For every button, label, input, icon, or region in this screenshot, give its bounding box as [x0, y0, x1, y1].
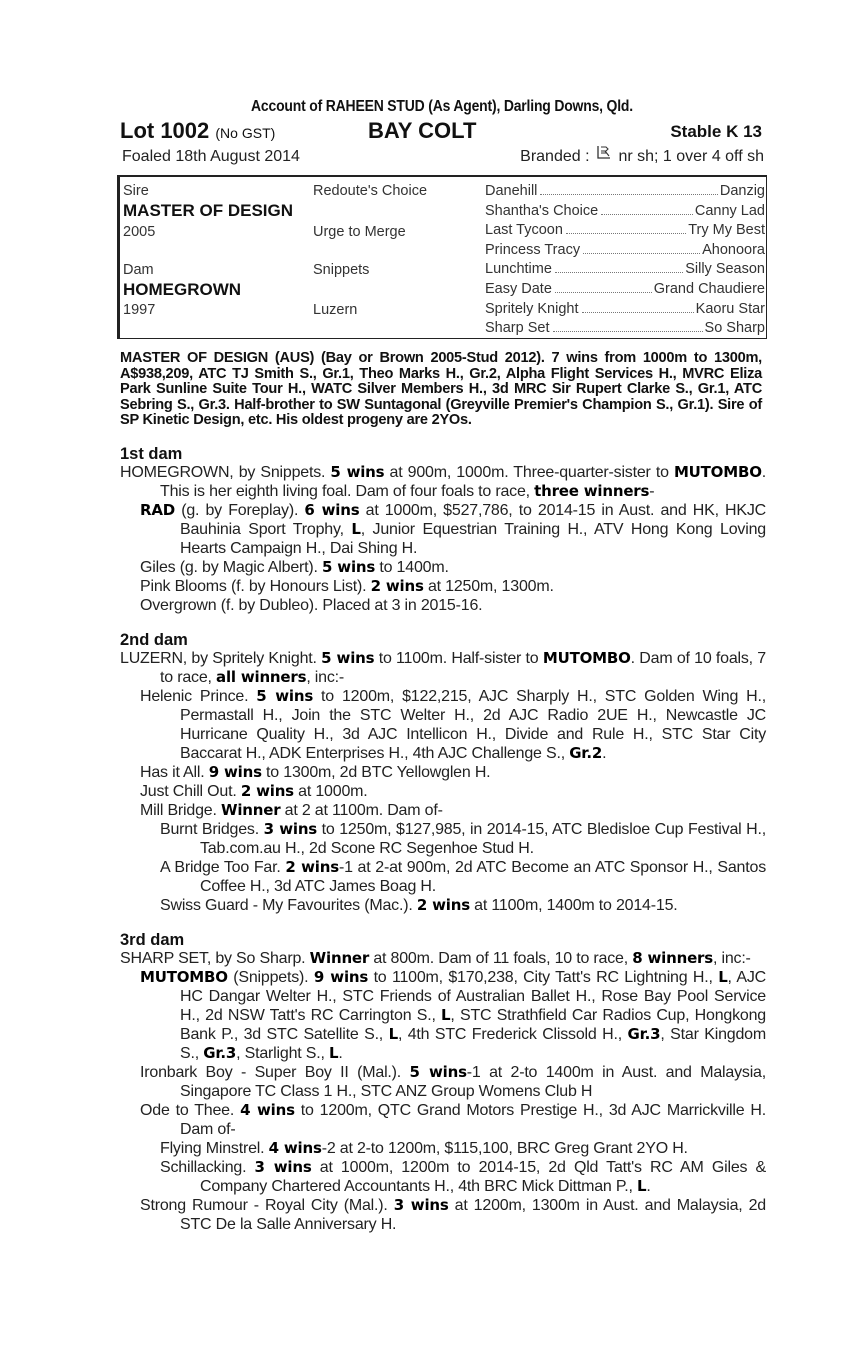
bold-text: 2 wins — [416, 895, 470, 914]
sire-dam: Urge to Merge — [313, 224, 406, 240]
leader-dots — [555, 261, 683, 273]
produce-entry — [118, 649, 766, 687]
bold-text: 5 wins — [322, 557, 376, 576]
bold-text: Winner — [309, 948, 370, 967]
lot-number — [120, 118, 275, 144]
text: , 4th STC Frederick Clissold H., — [397, 1025, 628, 1043]
text: Mill Bridge. — [140, 801, 221, 819]
bold-text: 3 wins — [263, 819, 318, 838]
bold-text: 9 wins — [208, 762, 262, 781]
dam-name: HOMEGROWN — [123, 280, 242, 299]
ancestor-name: Danehill — [485, 183, 538, 199]
text: Strong Rumour - Royal City (Mal.). — [140, 1196, 394, 1214]
ancestor-name: Easy Date — [485, 281, 552, 297]
text: at 1100m, 1400m to 2014-15. — [469, 896, 678, 914]
text: Schillacking. — [160, 1158, 255, 1176]
female-line — [118, 445, 766, 1234]
ancestor-name: Lunchtime — [485, 261, 552, 278]
bold-text: 4 wins — [268, 1138, 322, 1157]
produce-entry — [140, 763, 766, 782]
leader-dots — [601, 203, 693, 215]
produce-entry — [140, 558, 766, 577]
bold-text: 4 wins — [240, 1100, 295, 1119]
text: to 1100m, $170,238, City Tatt's RC Lightning H., — [368, 968, 719, 986]
bold-text: L — [718, 967, 728, 986]
section-title: 3rd dam — [120, 930, 185, 949]
text: , Junior Equestrian Training H., ATV Hong Kong Loving Hearts Campaign H., Dai Shing H. — [180, 520, 766, 557]
section-title: 2nd dam — [120, 630, 188, 649]
produce-entry — [140, 782, 766, 801]
ancestor-sire: Ahonoora — [702, 241, 765, 258]
grandparent-row — [485, 320, 765, 336]
text: Has it All. — [140, 763, 209, 781]
foaled-date: Foaled 18th August 2014 — [122, 148, 300, 165]
text: to 1100m. Half-sister to — [374, 649, 543, 667]
produce-entry — [140, 687, 766, 763]
bold-text: 6 wins — [304, 500, 360, 519]
section-title: 1st dam — [120, 444, 183, 463]
produce-entry — [140, 596, 766, 615]
ancestor-name: Last Tycoon — [485, 222, 563, 239]
text: . — [646, 1177, 651, 1195]
produce-entry — [140, 1101, 766, 1139]
horse-description: BAY COLT — [368, 118, 477, 143]
text: - — [649, 482, 655, 500]
text: -2 at 2-to 1200m, $115,100, BRC Greg Grant 2YO H. — [321, 1139, 688, 1157]
foaling-line — [118, 146, 766, 170]
produce-entry — [160, 896, 766, 915]
ancestor-sire: Try My Best — [688, 222, 765, 239]
text: at 1200m, 1300m in Aust. and Malaysia, 2d STC De la Salle Anniversary H. — [180, 1196, 766, 1233]
text: , STC Strathfield Car Radios Cup, Hongkong Bank P., 3d STC Satellite S., — [180, 1006, 766, 1043]
text: Giles (g. by Magic Albert). — [140, 558, 323, 576]
produce-entry — [160, 858, 766, 896]
brand-mark-icon — [596, 144, 612, 165]
branded-label: Branded : — [520, 148, 590, 165]
dam-year: 1997 — [123, 302, 156, 318]
grandparent-row — [485, 222, 765, 238]
produce-entry — [118, 949, 766, 968]
text: Ironbark Boy - Super Boy II (Mal.). — [140, 1063, 410, 1081]
text: , inc:- — [712, 949, 751, 967]
dam-section — [118, 931, 766, 1234]
dam-dam: Luzern — [313, 302, 358, 318]
text: Burnt Bridges. — [160, 820, 264, 838]
ancestor-name: Shantha's Choice — [485, 202, 599, 219]
bold-text: Winner — [220, 800, 281, 819]
sire-name: MASTER OF DESIGN — [123, 201, 294, 220]
bold-text: Gr.3 — [203, 1043, 237, 1062]
text: A Bridge Too Far. — [160, 858, 286, 876]
text: Ode to Thee. — [140, 1101, 241, 1119]
text: . This is her eighth living foal. Dam of four foals to race, — [160, 463, 766, 500]
produce-entry — [140, 801, 766, 820]
lot-line — [118, 118, 766, 146]
text: at 2 at 1100m. Dam of- — [280, 801, 443, 819]
text: . — [602, 744, 607, 762]
produce-entry — [140, 1063, 766, 1101]
text: , AJC HC Dangar Welter H., STC Friends of Australian Ballet H., Rose Bay Pool Service H., 2d NSW Tatt's RC Carrington S., — [180, 968, 766, 1024]
bold-text: L — [441, 1005, 451, 1024]
bold-text: MUTOMBO — [542, 648, 631, 667]
bold-text: three winners — [534, 481, 650, 500]
dam-label: Dam — [123, 262, 154, 278]
text: -1 at 2-at 900m, 2d ATC Become an ATC Sponsor H., Santos Coffee H., 3d ATC James Boag H. — [200, 858, 766, 895]
text: Pink Blooms (f. by Honours List). — [140, 577, 371, 595]
bold-text: 2 wins — [370, 576, 424, 595]
bold-text: RAD — [140, 500, 176, 519]
produce-entry — [140, 577, 766, 596]
ancestor-name: Princess Tracy — [485, 241, 581, 258]
bold-text: 5 wins — [330, 462, 385, 481]
bold-text: 9 wins — [313, 967, 369, 986]
text: . — [338, 1044, 343, 1062]
bold-text: 2 wins — [240, 781, 294, 800]
text: , inc:- — [306, 668, 345, 686]
bold-text: 5 wins — [256, 686, 314, 705]
bold-text: Gr.2 — [569, 743, 603, 762]
text: at 800m. Dam of 11 foals, 10 to race, — [369, 949, 633, 967]
text: , Star Kingdom S., — [180, 1025, 766, 1062]
text: to 1250m, $127,985, in 2014-15, ATC Bledisloe Cup Festival H., Tab.com.au H., 2d Scone RC Segenhoe Stud H. — [200, 820, 766, 857]
text: at 900m, 1000m. Three-quarter-sister to — [384, 463, 674, 481]
bold-text: 3 wins — [254, 1157, 312, 1176]
ancestor-sire: Silly Season — [685, 261, 765, 278]
bold-text: L — [388, 1024, 398, 1043]
dam-section — [118, 445, 766, 615]
ancestor-name: Sharp Set — [485, 320, 550, 337]
text: at 1000m, $527,786, to 2014-15 in Aust. and HK, HKJC Bauhinia Sport Trophy, — [180, 501, 766, 538]
text: HOMEGROWN, by Snippets. — [120, 463, 331, 481]
brand-info — [520, 148, 764, 166]
grandparent-row — [485, 242, 765, 258]
ancestor-name: Spritely Knight — [485, 300, 579, 317]
text: at 1000m, 1200m to 2014-15, 2d Qld Tatt's RC AM Giles & Company Chartered Accountants H., 4th BRC Mick Dittman P., — [200, 1158, 766, 1195]
bold-text: L — [636, 1176, 647, 1195]
text: LUZERN, by Spritely Knight. — [120, 649, 322, 667]
bold-text: 2 wins — [285, 857, 339, 876]
gst-note: (No GST) — [215, 125, 276, 141]
produce-entry — [118, 463, 766, 501]
text: , Starlight S., — [236, 1044, 329, 1062]
text: Swiss Guard - My Favourites (Mac.). — [160, 896, 417, 914]
bold-text: 3 wins — [393, 1195, 449, 1214]
bold-text: MUTOMBO — [673, 462, 762, 481]
produce-entry — [140, 968, 766, 1063]
bold-text: 5 wins — [321, 648, 375, 667]
catalogue-page — [118, 98, 766, 1234]
ancestor-sire: Canny Lad — [694, 202, 765, 219]
bold-text: L — [351, 519, 361, 538]
bold-text: all winners — [216, 667, 307, 686]
text: at 1250m, 1300m. — [423, 577, 554, 595]
leader-dots — [582, 301, 694, 313]
dam-section — [118, 631, 766, 915]
sire-summary: MASTER OF DESIGN (AUS) (Bay or Brown 2005-Stud 2012). 7 wins from 1000m to 1300m, A$938,209, ATC TJ Smith S., Gr.1, Theo Marks H., Gr.2, Alpha Flight Services H., MVRC Eliza Park Sunline Suite Tour H., WATC Silver Members H., 3d MRC Sir Rupert Clarke S., Gr.1, ATC Sebring S., Gr.3. Half-brother to SW Suntagonal (Greyville Premier's Champion S., Gr.1). Sire of SP Kinetic Design, etc. His oldest progeny are 2YOs. — [120, 350, 762, 428]
text: to 1200m, $122,215, AJC Sharply H., STC Golden Wing H., Permastall H., Join the STC Welter H., 2d AJC Radio 2UE H., Newcastle JC Hurricane Quality H., 3d AJC Intellicon H., Divide and Rule H., STC Star City Baccarat H., ADK Enterprises H., 4th AJC Challenge S., — [180, 687, 766, 762]
text: SHARP SET, by So Sharp. — [120, 949, 310, 967]
produce-entry — [140, 1196, 766, 1234]
text: (Snippets). — [227, 968, 314, 986]
text: Just Chill Out. — [140, 782, 241, 800]
stable-location: Stable K 13 — [670, 122, 762, 141]
grandparent-row — [485, 281, 765, 297]
vendor-account: Account of RAHEEN STUD (As Agent), Darling Downs, Qld. — [251, 98, 633, 115]
sire-year: 2005 — [123, 224, 156, 240]
bold-text: 5 wins — [409, 1062, 467, 1081]
text: . Dam of 10 foals, 7 to race, — [160, 649, 766, 686]
text: (g. by Foreplay). — [175, 501, 305, 519]
produce-entry — [160, 1158, 766, 1196]
pedigree-table — [117, 175, 767, 339]
text: -1 at 2-to 1400m in Aust. and Malaysia, Singapore TC Class 1 H., STC ANZ Group Womens Club H — [180, 1063, 766, 1100]
grandparent-row — [485, 301, 765, 317]
ancestor-sire: Danzig — [719, 183, 765, 199]
sire-label: Sire — [123, 183, 149, 199]
bold-text: 8 winners — [632, 948, 713, 967]
bold-text: MUTOMBO — [140, 967, 228, 986]
lot-label: Lot 1002 — [120, 118, 210, 143]
text: to 1300m, 2d BTC Yellowglen H. — [261, 763, 491, 781]
produce-entry — [160, 820, 766, 858]
grandparent-row — [485, 183, 765, 199]
text: Helenic Prince. — [140, 687, 257, 705]
ancestor-sire: Kaoru Star — [695, 300, 765, 317]
text: Flying Minstrel. — [160, 1139, 269, 1157]
sire-sire: Redoute's Choice — [313, 183, 428, 199]
branded-text: nr sh; 1 over 4 off sh — [618, 148, 764, 165]
grandparent-row — [485, 261, 765, 277]
dam-sire: Snippets — [313, 262, 370, 278]
grandparent-row — [485, 203, 765, 219]
bold-text: L — [328, 1043, 339, 1062]
leader-dots — [555, 281, 652, 293]
ancestor-sire: Grand Chaudiere — [653, 281, 765, 297]
leader-dots — [566, 222, 686, 234]
leader-dots — [553, 320, 703, 332]
produce-entry — [160, 1139, 766, 1158]
leader-dots — [583, 242, 700, 254]
bold-text: Gr.3 — [627, 1024, 661, 1043]
text: to 1200m, QTC Grand Motors Prestige H., 3d AJC Marrickville H. Dam of- — [180, 1101, 766, 1138]
produce-entry — [140, 501, 766, 558]
text: to 1400m. — [375, 558, 449, 576]
leader-dots — [540, 183, 717, 195]
text: Overgrown (f. by Dubleo). Placed at 3 in 2015-16. — [140, 596, 483, 614]
ancestor-sire: So Sharp — [704, 320, 765, 337]
text: at 1000m. — [293, 782, 368, 800]
